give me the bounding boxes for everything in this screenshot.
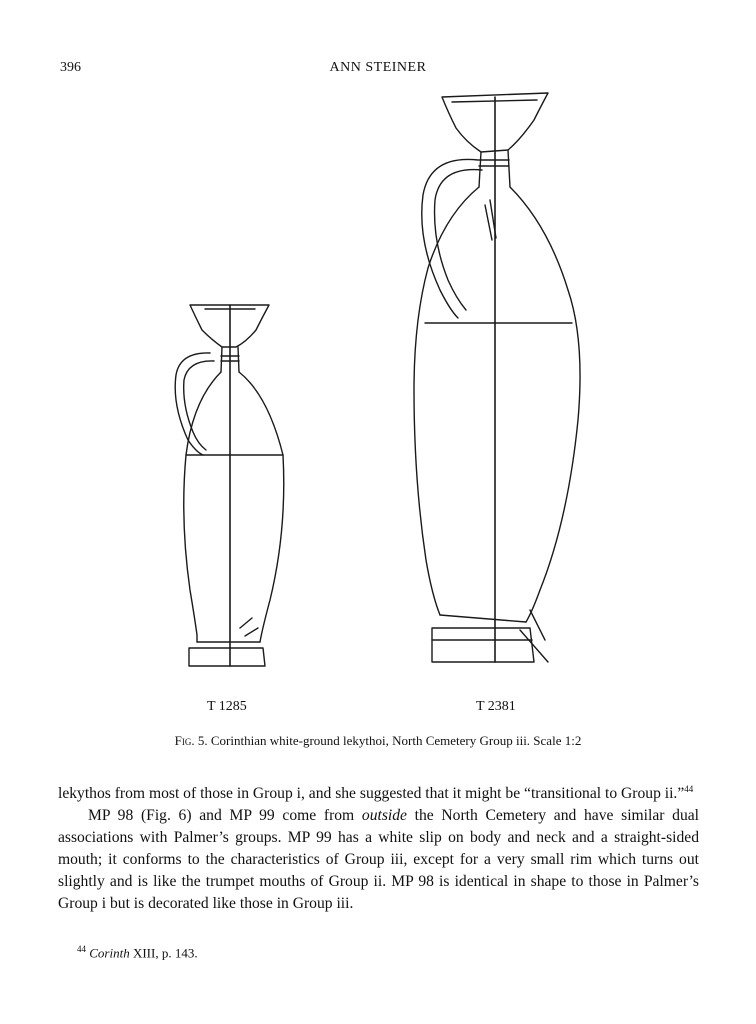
paragraph-1 <box>58 778 699 805</box>
t1285-foot <box>189 648 265 666</box>
paragraph-2-text-b: the North Cemetery and have similar dual associations with Palmer’s groups. MP 99 has a white slip on body and neck and a straight-sided mouth; it conforms to the characteristics of Group iii, except for a very small rim which turns out slightly and is like the trumpet mouths of Group ii. MP 98 is identical in shape to those in Palmer’s Group i but is decorated like those in Group iii. <box>58 807 699 913</box>
footnote-ref-44: 44 <box>684 784 694 794</box>
footnote-number: 44 <box>77 944 86 954</box>
lekythos-t2381-drawing <box>414 93 580 662</box>
running-head: ANN STEINER <box>329 60 427 75</box>
paragraph-2 <box>58 805 699 915</box>
figure-label-t1285: T 1285 <box>207 699 247 714</box>
figure-label-t2381: T 2381 <box>476 699 516 714</box>
paragraph-1-text: lekythos from most of those in Group i, and she suggested that it might be “transitional to Group ii.” <box>58 785 685 803</box>
footnote-44 <box>77 944 198 961</box>
t2381-foot <box>432 628 534 662</box>
paragraph-2-text-a: MP 98 (Fig. 6) and MP 99 come from <box>88 807 362 825</box>
figure-caption-text: Corinthian white-ground lekythoi, North Cemetery Group iii. Scale 1:2 <box>210 733 582 748</box>
figure-caption <box>0 733 756 749</box>
body-text <box>58 778 699 915</box>
footnote-title: Corinth <box>89 945 130 961</box>
lekythos-t1285-drawing <box>175 305 284 666</box>
t1285-handle <box>175 353 214 455</box>
page-number: 396 <box>60 60 81 75</box>
figure-number: Fig. 5. <box>174 733 208 748</box>
t2381-handle <box>422 159 482 318</box>
t1285-body <box>184 372 284 642</box>
footnote-text: XIII, p. 143. <box>129 945 198 961</box>
paragraph-2-emphasis: outside <box>361 807 407 825</box>
